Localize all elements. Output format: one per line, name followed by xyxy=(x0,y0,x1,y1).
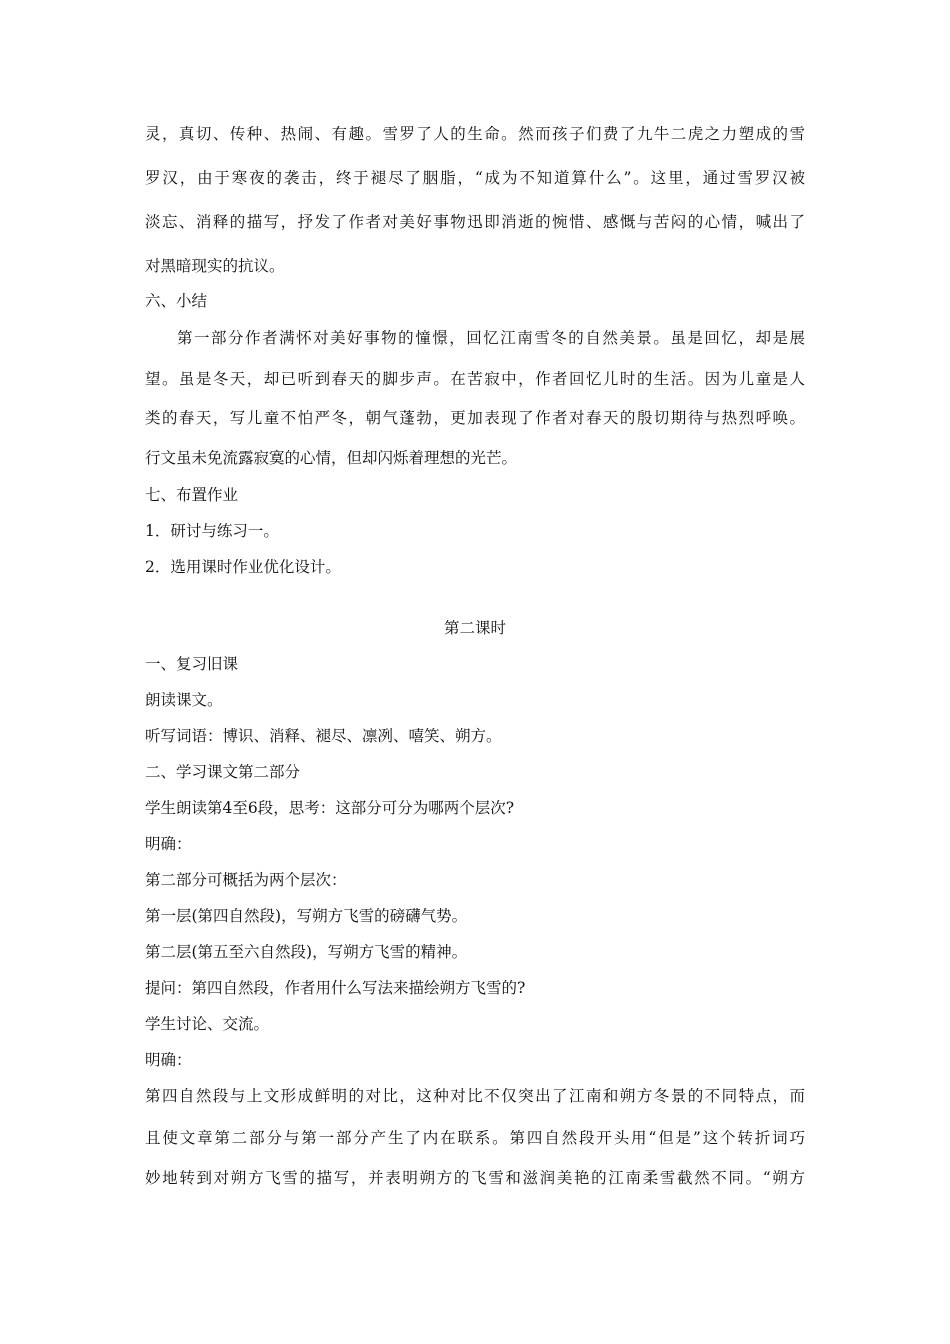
text-line: 学生讨论、交流。 xyxy=(145,1015,270,1033)
text-line: 望。虽是冬天，却已听到春天的脚步声。在苦寂中，作者回忆儿时的生活。因为儿童是人 xyxy=(145,370,805,388)
text-line: 第二部分可概括为两个层次： xyxy=(145,871,347,889)
lesson-title: 第二课时 xyxy=(443,619,506,637)
text-line: 第一部分作者满怀对美好事物的憧憬，回忆江南雪冬的自然美景。虽是回忆，却是展 xyxy=(177,329,805,347)
text-line: 朗读课文。 xyxy=(145,691,223,709)
text-line: 对黑暗现实的抗议。 xyxy=(145,257,285,275)
text-line: 第二层(第五至六自然段)，写朔方飞雪的精神。 xyxy=(145,943,468,961)
section-heading: 六、小结 xyxy=(145,292,208,310)
section-heading: 七、布置作业 xyxy=(145,486,239,504)
text-line: 且使文章第二部分与第一部分产生了内在联系。第四自然段开头用“但是”这个转折词巧 xyxy=(145,1129,805,1147)
text-line: 第一层(第四自然段)，写朔方飞雪的磅礴气势。 xyxy=(145,907,468,925)
text-line: 明确： xyxy=(145,835,192,853)
text-line: 行文虽未免流露寂寞的心情，但却闪烁着理想的光芒。 xyxy=(145,449,518,467)
text-line: 灵，真切、传种、热闹、有趣。雪罗了人的生命。然而孩子们费了九牛二虎之力塑成的雪 xyxy=(145,125,805,143)
text-line: 听写词语：博识、消释、褪尽、凛冽、嘻笑、朔方。 xyxy=(145,727,502,745)
list-item: 2．选用课时作业优化设计。 xyxy=(145,558,341,576)
text-line: 罗汉，由于寒夜的袭击，终于褪尽了胭脂，“成为不知道算什么”。这里，通过雪罗汉被 xyxy=(145,169,805,187)
section-heading: 一、复习旧课 xyxy=(145,655,239,673)
text-line: 学生朗读第4至6段，思考：这部分可分为哪两个层次? xyxy=(145,799,515,817)
section-heading: 二、学习课文第二部分 xyxy=(145,763,301,781)
text-line: 明确： xyxy=(145,1051,192,1069)
text-line: 类的春天，写儿童不怕严冬，朝气蓬勃，更加表现了作者对春天的殷切期待与热烈呼唤。 xyxy=(145,409,805,427)
text-line: 提问：第四自然段，作者用什么写法来描绘朔方飞雪的? xyxy=(145,979,526,997)
list-item: 1．研讨与练习一。 xyxy=(145,522,279,540)
text-line: 妙地转到对朔方飞雪的描写，并表明朔方的飞雪和滋润美艳的江南柔雪截然不同。“朔方 xyxy=(145,1169,805,1187)
text-line: 第四自然段与上文形成鲜明的对比，这种对比不仅突出了江南和朔方冬景的不同特点，而 xyxy=(145,1087,805,1105)
text-line: 淡忘、消释的描写，抒发了作者对美好事物迅即消逝的惋惜、感慨与苦闷的心情，喊出了 xyxy=(145,213,805,231)
